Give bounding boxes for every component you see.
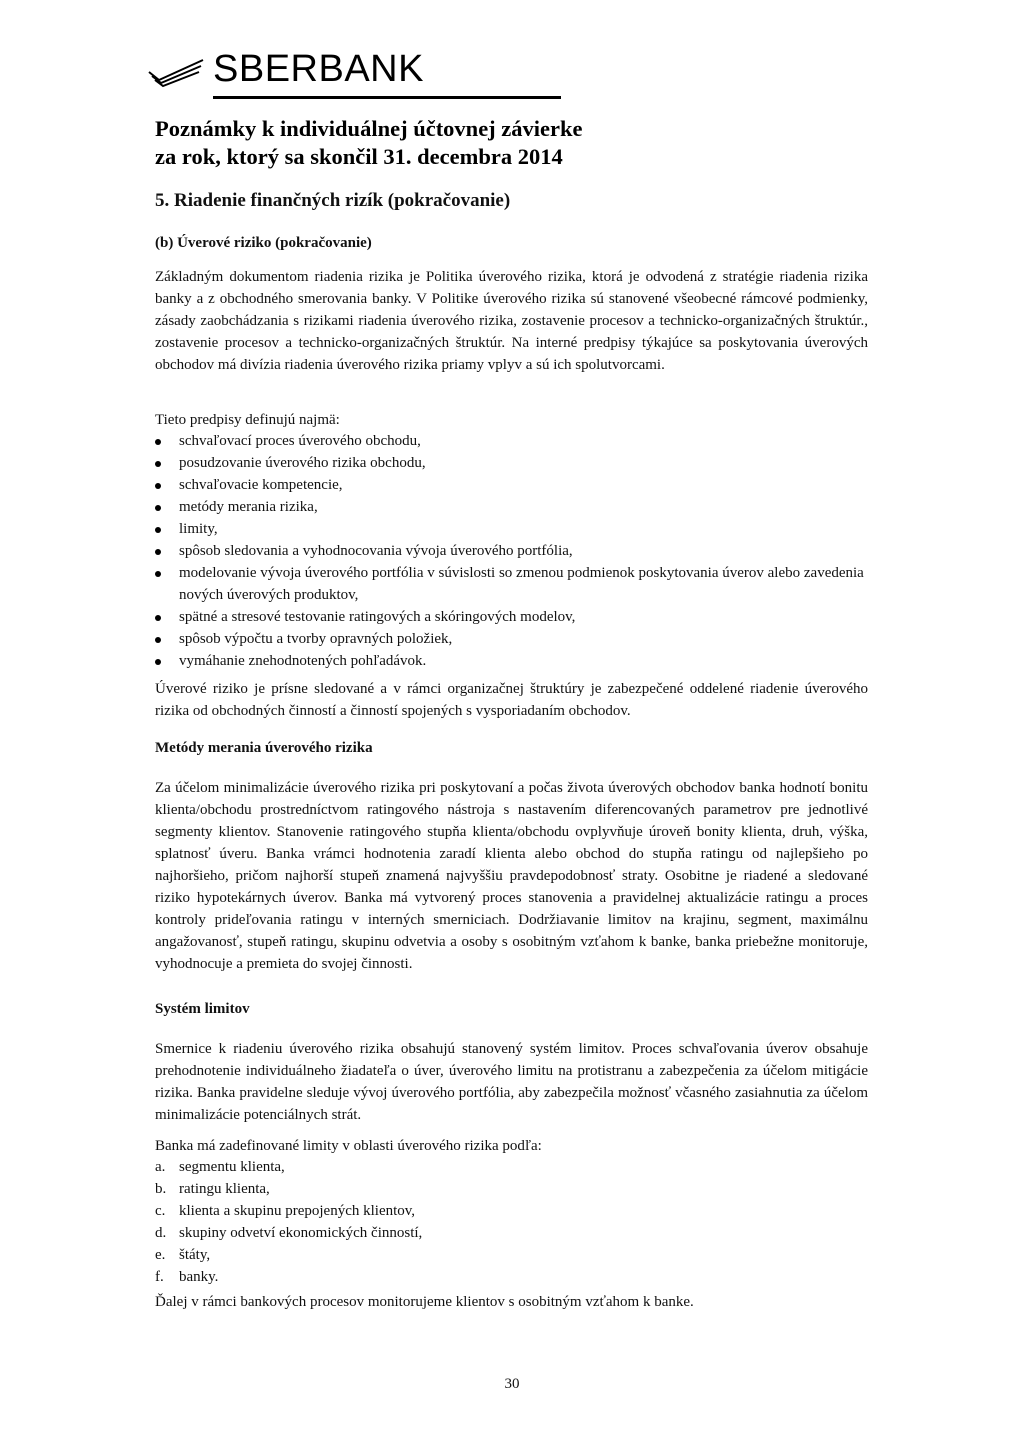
bullet-icon [155, 659, 161, 665]
list-item: limity, [155, 518, 868, 540]
list-item: e. štáty, [155, 1247, 211, 1263]
bullet-icon [155, 439, 161, 445]
bullet-icon [155, 527, 161, 533]
methods-paragraph: Za účelom minimalizácie úverového rizika pri poskytovaní a počas života úverových obchodov banka hodnotí bonitu klienta/obchodu prostredníctvom ratingového nástroja s nastavením diferencovaných parametrov pre jednotlivé segmenty klientov. Stanovenie ratingového stupňa klienta/obchodu ovplyvňuje úroveň bonity klienta, druh, výška, splatnosť úveru. Banka vrámci hodnotenia zaradí klienta alebo obchod do stupňa ratingu od najlepšieho po najhoršieho, pričom najhorší stupeň znamená najvyššiu pravdepodobnosť straty. Osobitne je riadené a sledované riziko hypotekárnych úverov. Banka má vytvorený proces stanovenia a pravidelnej aktualizácie ratingu a proces kontroly prideľovania ratingu v interných smerniciach. Dodržiavanie limitov na krajinu, segment, maximálnu angažovanosť, stupeň ratingu, skupinu odvetvia a osoby s osobitným vzťahom k banke, banka priebežne monitoruje, vyhodnocuje a premieta do svojej činnosti. [155, 780, 868, 972]
page-number: 30 [504, 1376, 520, 1392]
bullet-icon [155, 461, 161, 467]
list-item: metódy merania rizika, [155, 496, 868, 518]
bullet-icon [155, 483, 161, 489]
list-item: schvaľovacie kompetencie, [155, 474, 868, 496]
limits-list [155, 1156, 422, 1288]
bullet-icon [155, 549, 161, 555]
list-item: spôsob sledovania a vyhodnocovania vývoja úverového portfólia, [155, 540, 868, 562]
regulations-list [155, 430, 868, 672]
list-item: modelovanie vývoja úverového portfólia v súvislosti so zmenou podmienok poskytovania úverov alebo zavedenia nových úverových produktov, [155, 562, 868, 606]
limits-list-intro: Banka má zadefinované limity v oblasti úverového rizika podľa: [155, 1138, 542, 1154]
methods-heading: Metódy merania úverového rizika [155, 740, 373, 756]
page-title-line-2: za rok, ktorý sa skončil 31. decembra 2014 [155, 144, 563, 169]
closing-paragraph: Ďalej v rámci bankových procesov monitorujeme klientov s osobitným vzťahom k banke. [155, 1294, 694, 1310]
section-heading: 5. Riadenie finančných rizík (pokračovanie) [155, 190, 511, 211]
subsection-heading: (b) Úverové riziko (pokračovanie) [155, 235, 372, 251]
logo-underline [213, 96, 561, 99]
list-item: b. ratingu klienta, [155, 1181, 270, 1197]
bullet-icon [155, 615, 161, 621]
bullet-icon [155, 505, 161, 511]
list-item: spätné a stresové testovanie ratingových a skóringových modelov, [155, 606, 868, 628]
list-item: schvaľovací proces úverového obchodu, [155, 430, 868, 452]
bullet-icon [155, 637, 161, 643]
list-item: spôsob výpočtu a tvorby opravných položiek, [155, 628, 868, 650]
limits-paragraph: Smernice k riadeniu úverového rizika obsahujú stanovený systém limitov. Proces schvaľovania úverov obsahuje prehodnotenie individuálneho žiadateľa o úver, úverového limitu na protistranu a zabezpečenia za účelom mitigácie rizika. Banka pravidelne sleduje vývoj úverového portfólia, aby zabezpečila možnosť včasného zasiahnutia za účelom minimalizácie potenciálnych strát. [155, 1041, 868, 1123]
list-item: d. skupiny odvetví ekonomických činností, [155, 1225, 423, 1241]
monitoring-paragraph: Úverové riziko je prísne sledované a v rámci organizačnej štruktúry je zabezpečené oddelené riadenie úverového rizika od obchodných činností a činností spojených s vysporiadaním obchodov. [155, 681, 868, 719]
limits-heading: Systém limitov [155, 1001, 250, 1017]
bullet-icon [155, 571, 161, 577]
regulations-intro: Tieto predpisy definujú najmä: [155, 412, 340, 428]
list-item: f. banky. [155, 1269, 219, 1285]
logo-text: SBERBANK [213, 48, 424, 90]
list-item: c. klienta a skupinu prepojených klientov, [155, 1203, 416, 1219]
sberbank-check-icon [145, 58, 207, 88]
page-title-line-1: Poznámky k individuálnej účtovnej závierke [155, 116, 583, 141]
list-item: vymáhanie znehodnotených pohľadávok. [155, 650, 868, 672]
intro-paragraph: Základným dokumentom riadenia rizika je Politika úverového rizika, ktorá je odvodená z stratégie riadenia rizika banky a z obchodného smerovania banky. V Politike úverového rizika sú stanovené všeobecné rámcové podmienky, zásady zaobchádzania s rizikami riadenia úverového rizika, zostavenie procesov a technicko-organizačných štruktúr., zostavenie procesov a technicko-organizačných štruktúr. Na interné predpisy týkajúce sa poskytovania úverových obchodov má divízia riadenia úverového rizika priamy vplyv a sú ich spolutvorcami. [155, 269, 868, 373]
list-item: posudzovanie úverového rizika obchodu, [155, 452, 868, 474]
list-item: a. segmentu klienta, [155, 1159, 285, 1175]
